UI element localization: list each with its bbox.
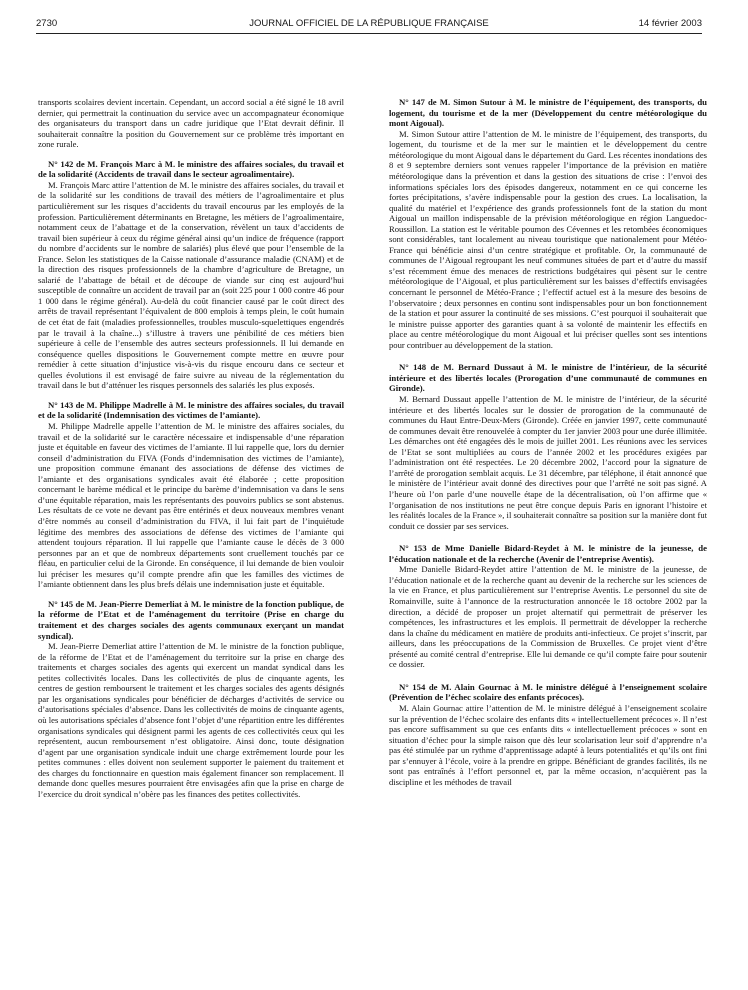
question-142 <box>38 159 344 391</box>
question-heading <box>389 543 707 564</box>
page-number: 2730 <box>36 18 58 29</box>
question-number: N° 147 <box>399 97 425 107</box>
question-number: N° 143 <box>48 399 74 410</box>
publication-date: 14 février 2003 <box>638 18 702 29</box>
question-body: M. Bernard Dussaut appelle l’attention de M. le ministre de l’intérieur, de la sécurité intérieure et des libertés locales sur le dossier de prorogation de la communauté de communes du Haut Entre-Deux-Mers (Gironde). Créée en janvier 1997, cette communauté de communes devait être renouvelée à compter du 1er janvier 2003 pour une durée illimitée. Les démarches ont été engagées dès le mois de juillet 2001. Les réunions avec les services de l’Etat se sont multipliées au cours de l’année 2002 et les procédures exigées par l’administration ont été respectées. Le 20 décembre 2002, l’accord pour la signature de l’arrêté de prorogation semblait acquis. Le 31 décembre, par téléphone, il était annoncé que le ministère de l’intérieur avait donné des directives pour que l’arrêté ne soit pas signé. A l’heure où l’on parle d’une nouvelle étape de la décentralisation, où l’on affirme que « l’organisation de nos institutions ne peut être conçue depuis Paris en ignorant l’histoire et les réalités locales de la France », il souhaiterait connaître sa position sur la manière dont fut conduit ce dossier par ses services. <box>389 394 707 531</box>
right-column <box>389 97 707 980</box>
question-154 <box>389 682 707 788</box>
question-number: N° 148 <box>399 362 427 373</box>
question-heading <box>389 682 707 703</box>
question-title: de M. Alain Gournac à M. le ministre délégué à l’enseignement scolaire (Prévention de l’échec scolaire des enfants précoces). <box>389 681 707 703</box>
question-heading <box>38 159 344 180</box>
question-title: de M. Philippe Madrelle à M. le ministre des affaires sociales, du travail et de la solidarité (Indemnisation des victimes de l’amiante). <box>38 399 344 421</box>
question-number: N° 142 <box>48 158 74 169</box>
question-148 <box>389 362 707 531</box>
continued-paragraph: transports scolaires devient incertain. Cependant, un accord social a été signé le 18 avril dernier, qui permettrait la continuation du service avec un accompagnateur économique des organisateurs du transport dans un cadre juridique que l’Etat devrait définir. Il souhaiterait connaître la position du Gouvernement sur ce problème très important en zone rurale. <box>38 97 344 150</box>
question-number: N° 153 <box>399 543 427 554</box>
question-number: N° 145 <box>48 598 74 609</box>
question-heading <box>38 400 344 421</box>
question-body: Mme Danielle Bidard-Reydet attire l’attention de M. le ministre de la jeunesse, de l’éducation nationale et de la recherche quant au devenir de la recherche sur les sciences de la vie en France, et plus particulièrement sur l’entreprise Aventis. Le personnel du site de Romainville, suite à l’annonce de la restructuration annoncée le 18 octobre 2002 par la direction, a décidé de proposer un projet alternatif qui permettrait de préserver les compétences, les infrastructures et les emplois. Il permettrait de développer la recherche dans la chaîne du médicament en matière de produits anti-infectieux. Ce projet s’inscrit, par ailleurs, dans les préoccupations de la Commission de Bruxelles. Ce projet vient d’être présenté au comité central d’entreprise. Elle lui demande ce qu’il compte faire pour soutenir ce dossier. <box>389 564 707 670</box>
question-heading <box>389 97 707 129</box>
question-143 <box>38 400 344 590</box>
question-heading <box>38 599 344 641</box>
question-147 <box>389 97 707 350</box>
question-body: M. Simon Sutour attire l’attention de M. le ministre de l’équipement, des transports, du logement, du tourisme et de la mer sur le maintien et le développement du centre météorologique du mont Aigoual dans le département du Gard. Les récentes inondations des 8 et 9 septembre derniers sont venues rappeler l’importance de la prévision en matière météorologique dans la prévention et dans la gestion des situations de crise : l’envoi des informations spéciales lors des épisodes dangereux, notamment en ce qui concerne les fortes précipitations, s’avère indispensable pour la gestion des crues. La localisation, la qualité du matériel et l’expérience des grands professionnels font de la station du mont Aigoual un maillon indispensable de la prévision météorologique en région Languedoc-Roussillon. La station est le véritable poumon des Cévennes et les retombées économiques sont considérables, tant localement au niveau touristique que nationalement pour Météo-France qui bénéficie ainsi d’un centre stratégique et profitable. Or, la communauté de communes de l’Aigoual regroupant les neuf communes situées de part et d’autre du massif s’est récemment émue des menaces de restrictions budgétaires qui pèsent sur le centre météorologique de l’Aigoual, et plus particulièrement sur les baisses d’effectifs envisagées concernant le personnel de Météo-France ; l’effectif actuel est à la mesure des besoins de l’observatoire ; deux personnes en continu sont indispensables pour un bon fonctionnement de la station et pour assurer la continuité de ses missions. C’est pourquoi il souhaiterait que le ministre puisse apporter des garanties quant à sa volonté de maintenir les effectifs en place au centre météorologique du mont Aigoual et lui préciser quelles sont ses intentions pour contribuer au développement de la station. <box>389 128 707 350</box>
question-number: N° 154 <box>399 681 426 692</box>
question-title: de M. Simon Sutour à M. le ministre de l’équipement, des transports, du logement, du tourisme et de la mer (Développement du centre météorologique du mont Aigoual). <box>389 97 707 129</box>
page-header <box>36 18 702 34</box>
question-title: de Mme Danielle Bidard-Reydet à M. le ministre de la jeunesse, de l’éducation nationale et de la recherche (Avenir de l’entreprise Aventis). <box>389 543 707 564</box>
left-column <box>38 97 344 980</box>
question-145 <box>38 599 344 800</box>
question-body: M. Jean-Pierre Demerliat attire l’attention de M. le ministre de la fonction publique, de la réforme de l’Etat et de l’aménagement du territoire sur la prise en charge des traitements et charges sociales des agents qui exercent un mandat syndical dans les petites collectivités locales. Dans les collectivités de plus de cinquante agents, les centres de gestion remboursent le traitement et les charges sociales des agents désignés par les organisations syndicales pour bénéficier de décharges d’activités de service ou d’autorisations spéciales d’absence. Dans les collectivités de moins de cinquante agents, où les autorisations spéciales d’absence font l’objet d’une répartition entre les différentes organisations syndicales qui désignent parmi les agents de ces collectivités ceux qui les représentent, aucun remboursement n’est obligatoire. Ainsi donc, toute désignation d’agent par une organisation syndicale induit une charge extrêmement lourde pour les petites communes : elles doivent non seulement supporter le paiement du traitement et des charges du fonctionnaire en question mais également financer son remplacement. Il demande donc quelles mesures pourraient être envisagées afin que la prise en charge de l’exercice du droit syndical n’obère pas les finances des petites collectivités. <box>38 641 344 799</box>
question-title: de M. François Marc à M. le ministre des affaires sociales, du travail et de la solidarité (Accidents de travail dans le secteur agroalimentaire). <box>38 158 344 180</box>
question-title: de M. Bernard Dussaut à M. le ministre de l’intérieur, de la sécurité intérieure et des libertés locales (Prorogation d’une communauté de communes en Gironde). <box>389 362 707 394</box>
question-body: M. Alain Gournac attire l’attention de M. le ministre délégué à l’enseignement scolaire sur la prévention de l’échec scolaire des enfants dits « intellectuellement précoces ». Il n’est pas encore suffisamment su que ces enfants dits « intellectuellement précoces » sont en situation d’échec pour la simple raison que dès leur scolarisation leur soif d’apprendre n’a pas été stimulée par un rythme d’apprentissage adapté à leurs potentialités et qu’ils ont fini par s’ennuyer à l’école, voire à la prendre en grippe. Bénéficiant de grandes facilités, ils ne sont pas entraînés à l’effort personnel et, par la même occasion, n’acquièrent pas la discipline et les méthodes de travail <box>389 703 707 787</box>
question-heading <box>389 362 707 394</box>
question-body: M. Philippe Madrelle appelle l’attention de M. le ministre des affaires sociales, du travail et de la solidarité sur le caractère nécessaire et indispensable d’une réparation juste et équitable en faveur des victimes de l’amiante. Il lui rappelle que, lors du dernier conseil d’administration du FIVA (Fonds d’indemnisation des victimes de l’amiante), une proposition commune émanant des associations de défense des victimes de l’amiante et des organisations syndicales avait été élaborée ; cette proposition concernant le barème médical et le principe du barème d’indemnisation va dans le sens d’une équitable réparation, mais les représentants des pouvoirs publics se sont abstenus. Les résultats de ce vote ne devant pas être entérinés et deux nouveaux membres venant d’être nommés au conseil d’administration du FIVA, il lui fait part de l’inquiétude légitime des membres des associations de défense des victimes de l’amiante qui attendent toujours réparation. Il lui rappelle que l’amiante cause le décès de 3 000 personnes par an et que de nombreux départements sont cruellement touchés par ce fléau, en particulier celui de la Gironde. En conséquence, il lui demande de bien vouloir lui préciser les mesures qu’il compte prendre afin que les familles des victimes de l’amiante obtiennent dans les plus brefs délais une indemnisation juste et équitable. <box>38 421 344 590</box>
question-153 <box>389 543 707 670</box>
journal-title: JOURNAL OFFICIEL DE LA RÉPUBLIQUE FRANÇAISE <box>249 18 489 29</box>
question-body: M. François Marc attire l’attention de M. le ministre des affaires sociales, du travail et de la solidarité sur les conditions de travail des métiers de l’agroalimentaire et plus particulièrement sur les risques d’accidents du travail encourus par les employés de la profession. Particulièrement déterminants en Bretagne, les métiers de l’agroalimentaire, notamment ceux de l’abattage et de la conservation, révèlent un taux d’accidents de travail bien supérieur à ceux du régime général ainsi qu’un indice de fréquence (rapport du nombre d’accidents sur le nombre de salariés) plus élevé que pour l’ensemble de la France. Selon les statistiques de la Caisse nationale d’assurance maladie (CNAM) et de la direction des risques professionnels de la chambre d’agriculture de Bretagne, un salarié de l’abattage de bétail et de découpe de viande sur cinq est aujourd’hui susceptible de connaître un accident de travail par an (soit 225 pour 1 000 contre 46 pour 1 000 dans le régime général). Au-delà du coût financier causé par le coût direct des arrêts de travail représentant l’équivalent de 800 emplois à temps plein, le coût humain de cet état de fait (maladies professionnelles, troubles musculo-squelettiques engendrés par le travail à la chaîne...) s’illustre à travers une pénibilité de ces métiers bien supérieure à celle de l’ensemble des autres secteurs professionnels. Il lui demande en conséquence quelles dispositions le Gouvernement compte mettre en œuvre pour remédier à cette situation d’injustice vis-à-vis du risque encouru dans ce secteur et quelles évolutions il est envisagé de faire suivre au niveau de la réglementation du travail dans le but d’atténuer les risques personnels des salariés les plus exposés. <box>38 179 344 391</box>
question-title: de M. Jean-Pierre Demerliat à M. le ministre de la fonction publique, de la réforme de l’Etat et de l’aménagement du territoire (Prise en charge du traitement et des charges sociales des agents communaux exerçant un mandat syndical). <box>38 598 344 641</box>
header-rule <box>36 33 702 34</box>
